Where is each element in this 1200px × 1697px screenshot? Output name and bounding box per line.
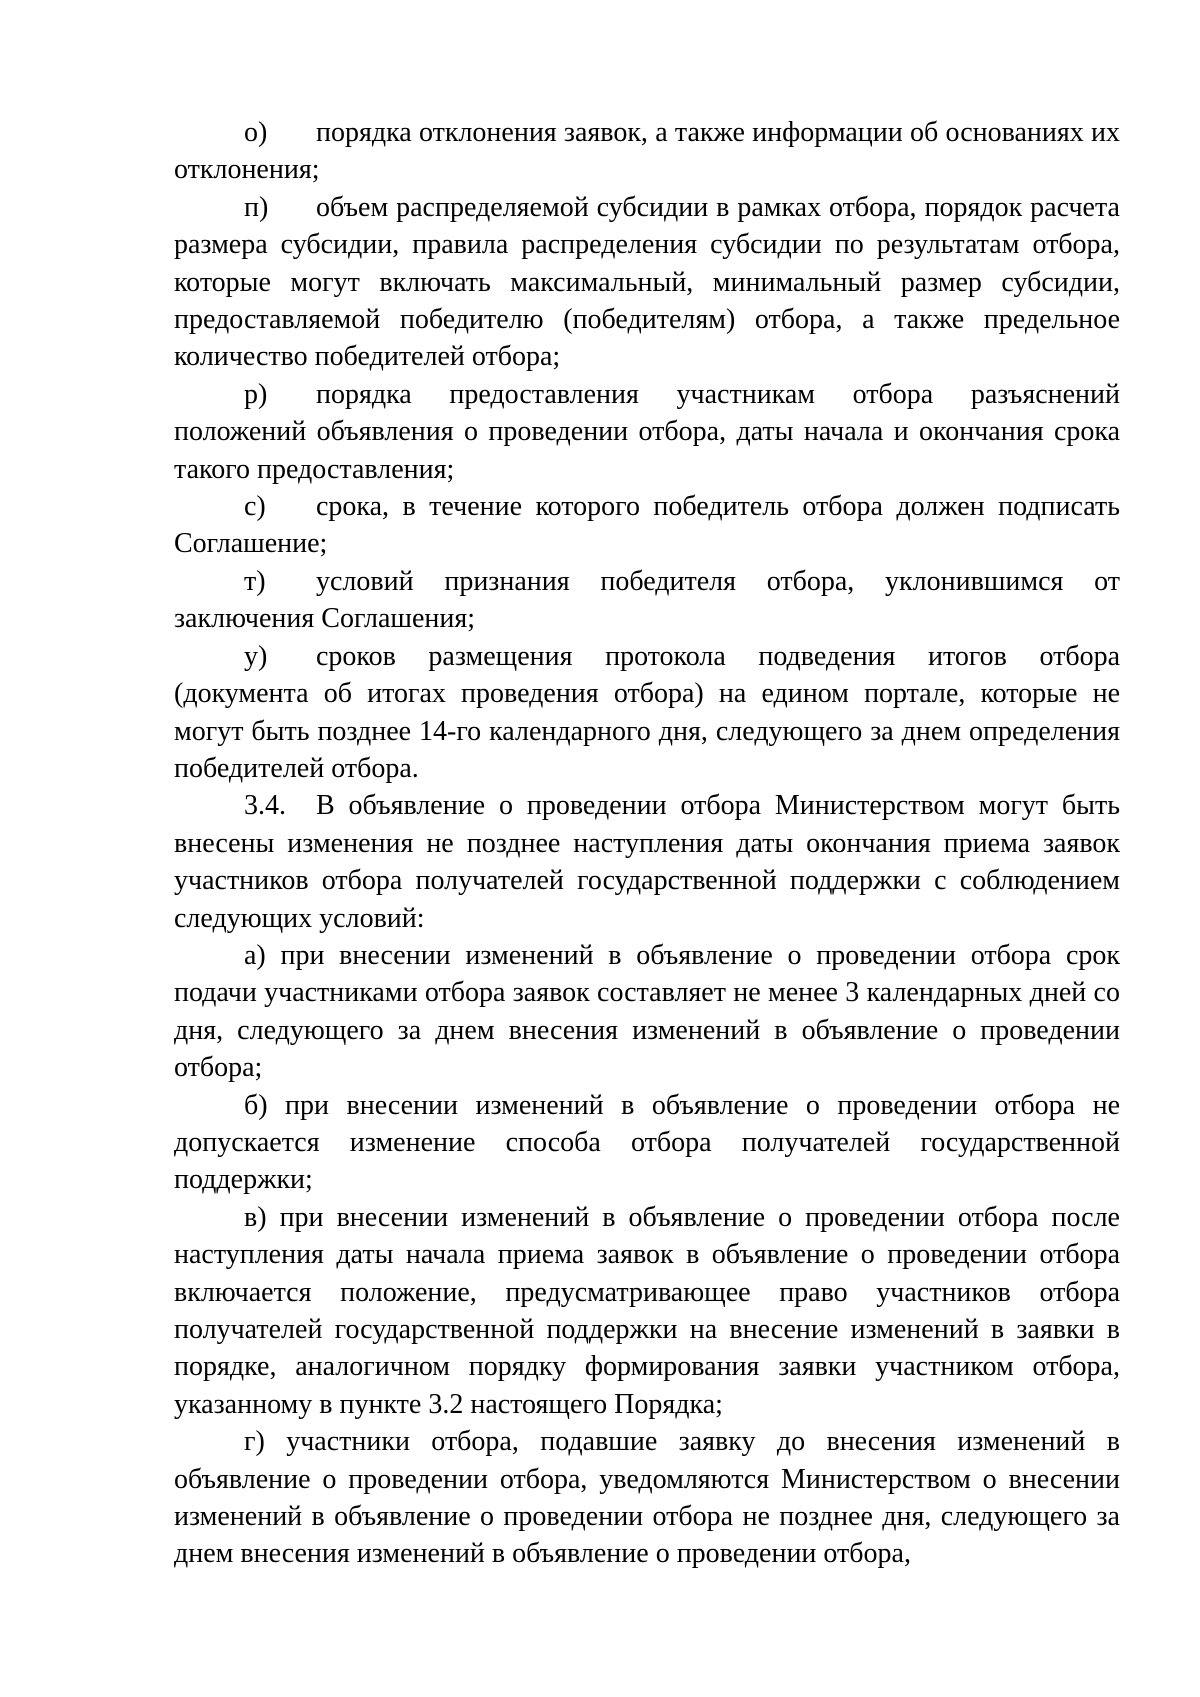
paragraph-u [174,638,1120,788]
paragraph-text: сроков размещения протокола подведения итогов отбора (документа об итогах проведения отбора) на едином портале, которые не могут быть позднее 14-го календарного дня, следующего за днем определения победителей отбора. [174,640,1120,784]
document-body [174,114,1120,1573]
paragraph-text: порядка предоставления участникам отбора разъяснений положений объявления о проведении отбора, даты начала и окончания срока такого предоставления; [174,378,1120,485]
section-number: 3.4. [244,790,286,822]
list-marker: п) [244,191,269,223]
paragraph-o [174,114,1120,189]
paragraph-text: в) при внесении изменений в объявление о проведении отбора после наступления даты начала приема заявок в объявление о проведении отбора включается положение, предусматривающее право участников отбора получателей государственной поддержки на внесение изменений в заявки в порядке, аналогичном порядку формирования заявки участником отбора, указанному в пункте 3.2 настоящего Порядка; [174,1201,1120,1420]
list-marker: о) [244,117,268,148]
list-marker: у) [244,640,268,672]
list-marker: с) [244,491,266,523]
paragraph-text: объем распределяемой субсидии в рамках отбора, порядок расчета размера субсидии, правила распределения субсидии по результатам отбора, которые могут включать максимальный, минимальный размер субсидии, предоставляемой победителю (победителям) отбора, а также предельное количество победителей отбора; [174,191,1120,373]
paragraph-text: г) участники отбора, подавшие заявку до внесения изменений в объявление о проведении отбора, уведомляются Министерством о внесении изменений в объявление о проведении отбора не позднее дня, следующего за днем внесения изменений в объявление о проведении отбора, [174,1426,1120,1570]
paragraph-text: порядка отклонения заявок, а также информации об основаниях их отклонения; [174,117,1120,186]
paragraph-text: В объявление о проведении отбора Министерством могут быть внесены изменения не позднее наступления даты окончания приема заявок участников отбора получателей государственной поддержки с соблюдением следующих условий: [174,790,1120,934]
paragraph-text: а) при внесении изменений в объявление о проведении отбора срок подачи участниками отбора заявок составляет не менее 3 календарных дней со дня, следующего за днем внесения изменений в объявление о проведении отбора; [174,939,1120,1084]
paragraph-p [174,189,1120,376]
paragraph-text: срока, в течение которого победитель отбора должен подписать Соглашение; [174,491,1120,560]
paragraph-g [174,1423,1120,1573]
list-marker: р) [244,378,268,410]
list-marker: т) [244,565,266,597]
paragraph-a [174,937,1120,1087]
paragraph-t [174,563,1120,638]
paragraph-r [174,376,1120,488]
paragraph-b [174,1087,1120,1199]
paragraph-text: б) при внесении изменений в объявление о проведении отбора не допускается изменение способа отбора получателей государственной поддержки; [174,1089,1120,1196]
paragraph-text: условий признания победителя отбора, уклонившимся от заключения Соглашения; [174,565,1120,635]
paragraph-v [174,1199,1120,1423]
paragraph-3-4 [174,787,1120,937]
paragraph-s [174,488,1120,563]
